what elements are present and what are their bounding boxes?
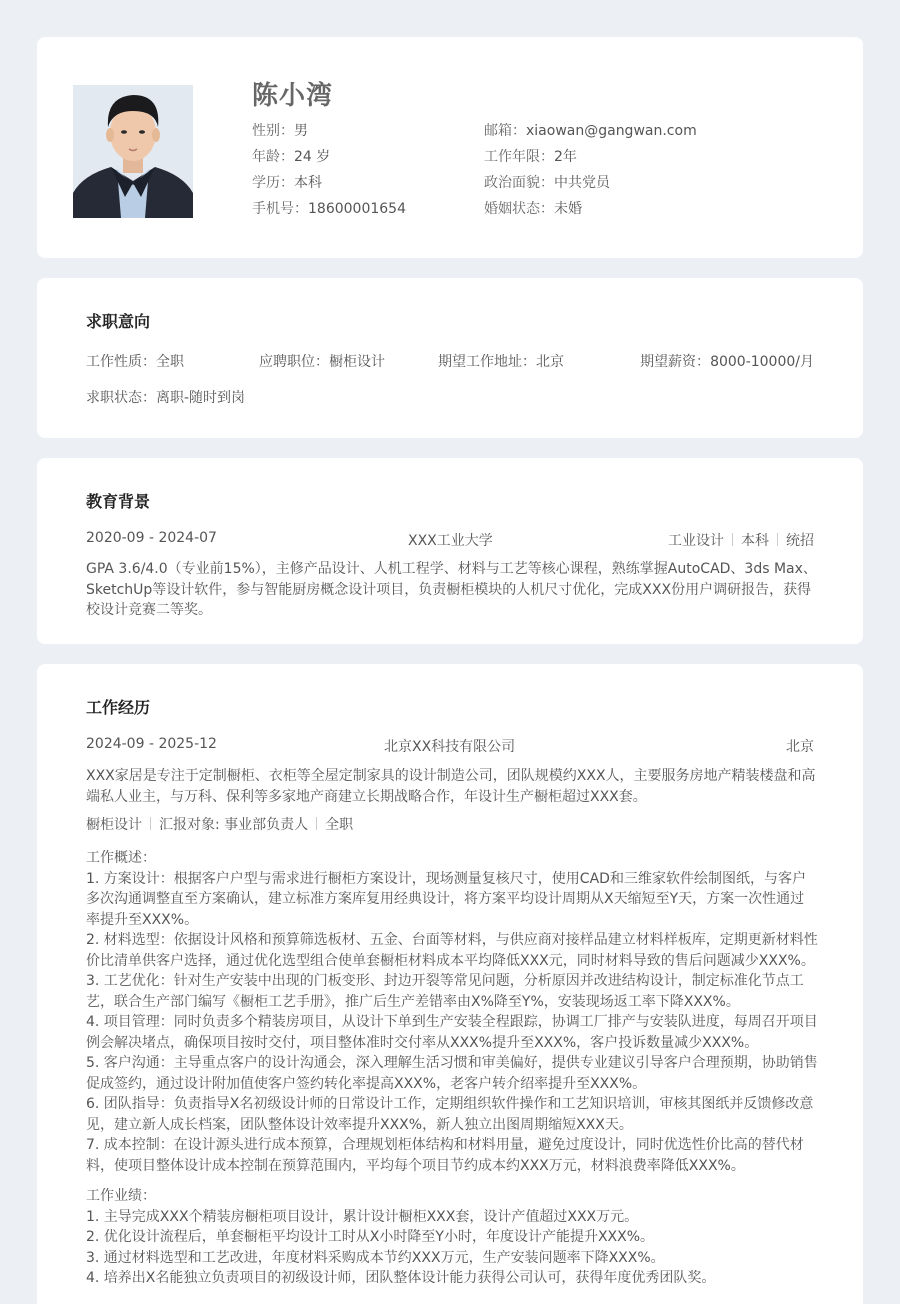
info-value: 中共党员 bbox=[554, 175, 610, 191]
work-period: 2024-09 - 2025-12 bbox=[86, 736, 217, 752]
work-city: 北京 bbox=[786, 739, 814, 755]
overview-item: 1. 方案设计：根据客户户型与需求进行橱柜方案设计，现场测量复核尺寸，使用CAD和三维家软件绘制图纸，与客户多次沟通调整直至方案确认，建立标准方案库复用经典设计，将方案平均设计周期从X天缩短至Y天，方案一次性通过率提升至XXX%。 bbox=[86, 870, 806, 928]
divider bbox=[732, 533, 733, 546]
achievement-item: 1. 主导完成XXX个精装房橱柜项目设计，累计设计橱柜XXX套，设计产值超过XXX万元。 bbox=[86, 1208, 639, 1225]
info-value: xiaowan@gangwan.com bbox=[526, 123, 697, 139]
intent-job-type bbox=[86, 351, 184, 371]
overview-item: 4. 项目管理：同时负责多个精装房项目，从设计下单到生产安装全程跟踪，协调工厂排产与安装队进度，每周召开项目例会解决堵点，确保项目按时交付，项目整体准时交付率从XXX%提升至XXX%，客户投诉数量减少XXX%。 bbox=[86, 1014, 818, 1051]
info-label: 学历： bbox=[252, 175, 294, 191]
intent-salary bbox=[640, 351, 814, 371]
achievements-title: 工作业绩： bbox=[86, 1188, 156, 1204]
section-title: 求职意向 bbox=[86, 312, 151, 331]
info-experience-years bbox=[484, 147, 697, 173]
company-description: XXX家居是专注于定制橱柜、衣柜等全屋定制家具的设计制造公司，团队规模约XXX人，主要服务房地产精装楼盘和高端私人业主，与万科、保利等多家地产商建立长期战略合作，年设计生产橱柜超过XXX套。 bbox=[86, 768, 816, 805]
overview-item: 6. 团队指导：负责指导X名初级设计师的日常设计工作，定期组织软件操作和工艺知识培训，审核其图纸并反馈修改意见，建立新人成长档案，团队整体设计效率提升XXX%，新人独立出图周期缩短XXX天。 bbox=[86, 1096, 814, 1133]
work-tag: 汇报对象: 事业部负责人 bbox=[159, 817, 309, 833]
info-label: 婚姻状态： bbox=[484, 201, 554, 217]
intent-status bbox=[86, 387, 245, 407]
info-value: 18600001654 bbox=[308, 201, 406, 217]
field-value: 橱柜设计 bbox=[329, 354, 385, 370]
work-tag: 橱柜设计 bbox=[86, 817, 142, 833]
section-title: 教育背景 bbox=[86, 492, 151, 511]
education-period: 2020-09 - 2024-07 bbox=[86, 530, 217, 546]
field-label: 应聘职位： bbox=[259, 354, 329, 370]
overview-item: 3. 工艺优化：针对生产安装中出现的门板变形、封边开裂等常见问题，分析原因并改进结构设计，制定标准化节点工艺，联合生产部门编写《橱柜工艺手册》，推广后生产差错率由X%降至Y%，安装现场返工率下降XXX%。 bbox=[86, 973, 804, 1010]
info-political-status bbox=[484, 173, 697, 199]
info-label: 邮箱： bbox=[484, 123, 526, 139]
info-value: 24 岁 bbox=[294, 149, 331, 165]
overview-item: 7. 成本控制：在设计源头进行成本预算，合理规划柜体结构和材料用量，避免过度设计，同时优选性价比高的替代材料，使项目整体设计成本控制在预算范围内，平均每个项目节约成本约XXX万元，材料浪费率降低XXX%。 bbox=[86, 1137, 804, 1174]
work-tag: 全职 bbox=[325, 817, 354, 833]
education-card bbox=[37, 458, 863, 644]
field-label: 工作性质： bbox=[86, 354, 156, 370]
enrollment-type: 统招 bbox=[786, 533, 814, 549]
info-value: 未婚 bbox=[554, 201, 582, 217]
education-description: GPA 3.6/4.0（专业前15%），主修产品设计、人机工程学、材料与工艺等核心课程，熟练掌握AutoCAD、3ds Max、SketchUp等设计软件，参与智能厨房概念设计项目，负责橱柜模块的人机尺寸优化，完成XXX份用户调研报告，获得校设计竞赛二等奖。 bbox=[86, 561, 817, 618]
degree: 本科 bbox=[741, 533, 769, 549]
field-value: 8000-10000/月 bbox=[710, 354, 814, 370]
field-value: 离职-随时到岗 bbox=[156, 390, 246, 406]
profile-card bbox=[37, 37, 863, 258]
info-value: 男 bbox=[294, 123, 308, 139]
work-experience-card bbox=[37, 664, 863, 1304]
job-intent-card bbox=[37, 278, 863, 438]
company-name: 北京XX科技有限公司 bbox=[384, 739, 516, 755]
info-value: 2年 bbox=[554, 149, 577, 165]
info-marital-status bbox=[484, 199, 697, 225]
work-achievements bbox=[86, 1186, 818, 1289]
overview-title: 工作概述： bbox=[86, 850, 156, 866]
field-label: 期望薪资： bbox=[640, 354, 711, 370]
section-title: 工作经历 bbox=[86, 698, 151, 717]
info-age bbox=[252, 147, 406, 173]
info-email bbox=[484, 121, 697, 147]
major: 工业设计 bbox=[668, 533, 724, 549]
info-label: 政治面貌： bbox=[484, 175, 554, 191]
overview-item: 2. 材料选型：依据设计风格和预算筛选板材、五金、台面等材料，与供应商对接样品建立材料样板库，定期更新材料性价比清单供客户选择，通过优化选型组合使单套橱柜材料成本平均降低XXX元，同时材料导致的售后问题减少XXX%。 bbox=[86, 932, 818, 969]
info-label: 年龄： bbox=[252, 149, 294, 165]
info-label: 手机号： bbox=[252, 201, 308, 217]
info-value: 本科 bbox=[294, 175, 322, 191]
intent-location bbox=[438, 351, 564, 371]
divider bbox=[777, 533, 778, 546]
intent-position bbox=[259, 351, 385, 371]
school-name: XXX工业大学 bbox=[408, 533, 493, 549]
education-tags bbox=[668, 530, 814, 550]
info-label: 性别： bbox=[252, 123, 294, 139]
work-tags bbox=[86, 814, 353, 834]
achievement-item: 2. 优化设计流程后，单套橱柜平均设计工时从X小时降至Y小时，年度设计产能提升XXX%。 bbox=[86, 1229, 655, 1245]
achievement-item: 3. 通过材料选型和工艺改进，年度材料采购成本节约XXX万元，生产安装问题率下降XXX%。 bbox=[86, 1249, 665, 1266]
avatar bbox=[73, 85, 193, 218]
candidate-name: 陈小湾 bbox=[252, 81, 334, 111]
field-value: 全职 bbox=[156, 354, 184, 370]
field-value: 北京 bbox=[536, 354, 564, 370]
basic-info-left bbox=[252, 121, 406, 225]
field-label: 求职状态： bbox=[86, 390, 156, 406]
divider bbox=[316, 817, 317, 830]
basic-info-right bbox=[484, 121, 697, 225]
info-label: 工作年限： bbox=[484, 149, 554, 165]
info-gender bbox=[252, 121, 406, 147]
info-education bbox=[252, 173, 406, 199]
info-phone bbox=[252, 199, 406, 225]
divider bbox=[150, 817, 151, 830]
work-overview bbox=[86, 848, 818, 1176]
overview-item: 5. 客户沟通：主导重点客户的设计沟通会，深入理解生活习惯和审美偏好，提供专业建议引导客户合理预期，协助销售促成签约，通过设计附加值使客户签约转化率提高XXX%，老客户转介绍率提升至XXX%。 bbox=[86, 1055, 818, 1092]
field-label: 期望工作地址： bbox=[438, 354, 536, 370]
achievement-item: 4. 培养出X名能独立负责项目的初级设计师，团队整体设计能力获得公司认可，获得年度优秀团队奖。 bbox=[86, 1270, 716, 1286]
